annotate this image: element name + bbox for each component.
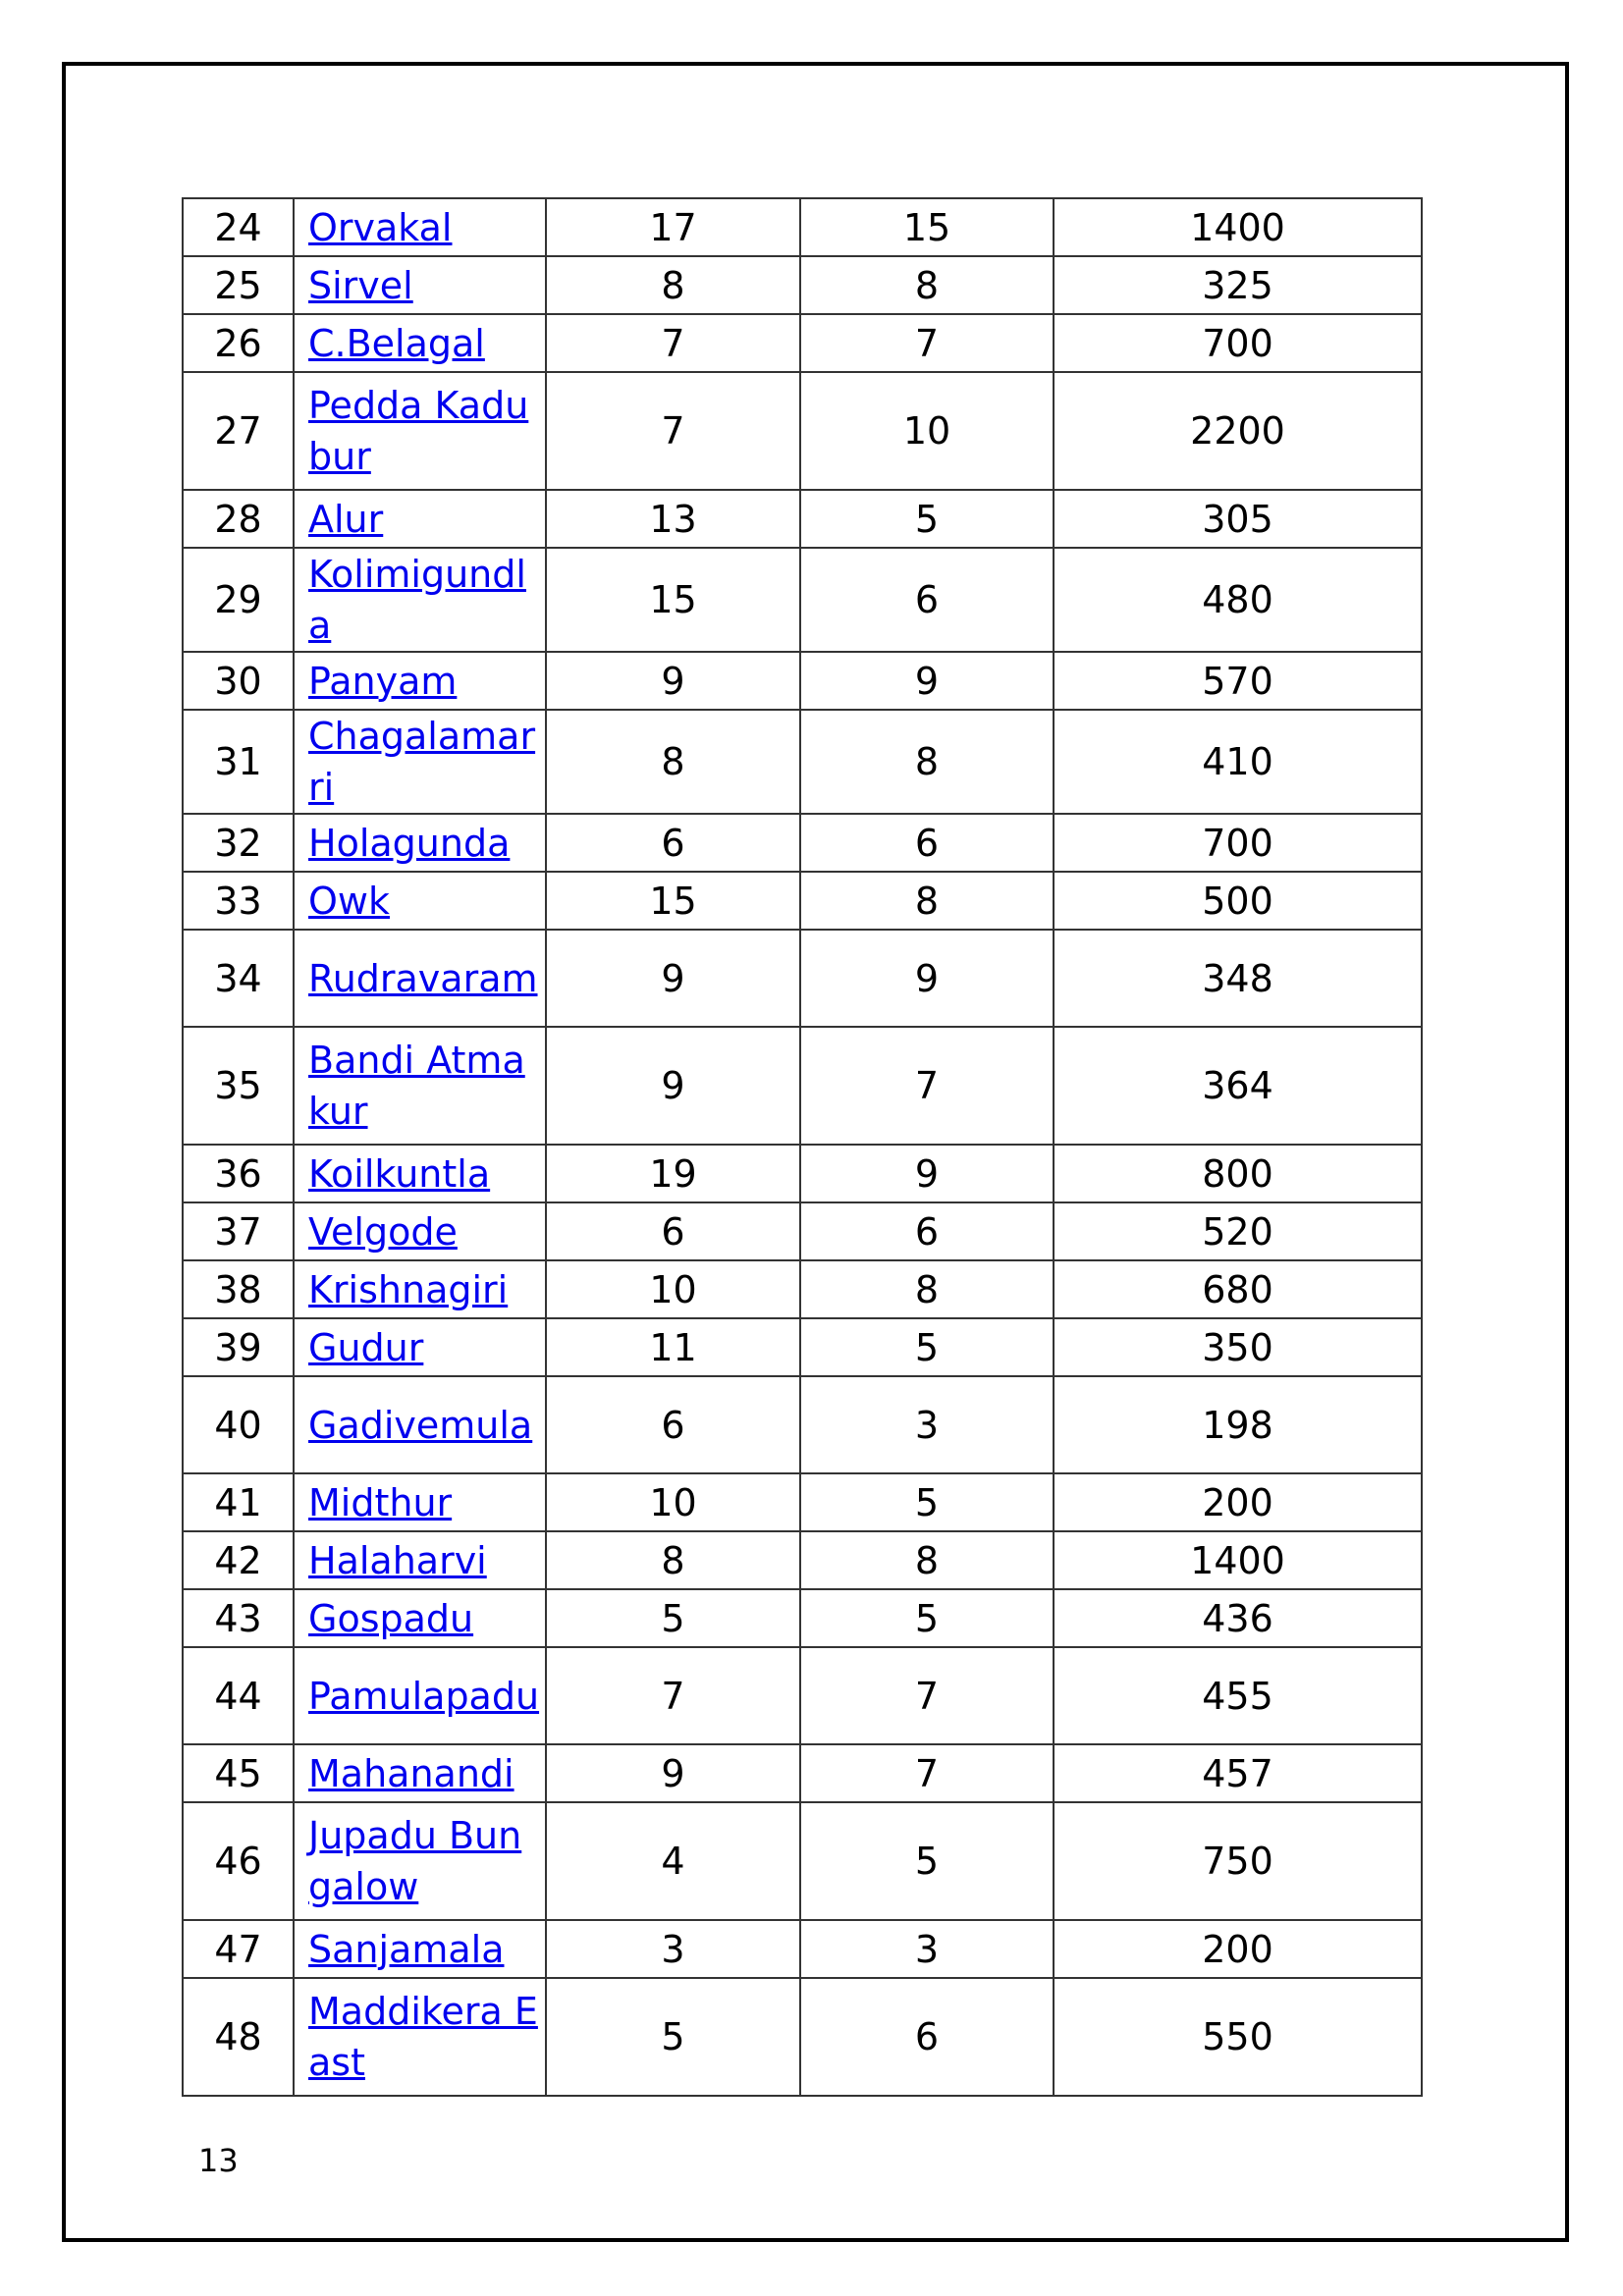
table-row xyxy=(183,1978,1422,2096)
value-cell-c1: 6 xyxy=(546,814,800,872)
table-row xyxy=(183,490,1422,548)
row-number-cell: 31 xyxy=(183,710,294,814)
mandal-name-cell xyxy=(294,1647,546,1744)
mandal-name-cell xyxy=(294,1145,546,1202)
value-cell-c2: 15 xyxy=(800,198,1054,256)
mandal-name-cell xyxy=(294,1473,546,1531)
row-number-cell: 44 xyxy=(183,1647,294,1744)
value-cell-c1: 9 xyxy=(546,1744,800,1802)
mandal-link[interactable]: Midthur xyxy=(308,1480,453,1524)
table-row xyxy=(183,1531,1422,1589)
table-row xyxy=(183,1318,1422,1376)
value-cell-c3: 520 xyxy=(1054,1202,1422,1260)
value-cell-c1: 15 xyxy=(546,548,800,652)
row-number-cell: 35 xyxy=(183,1027,294,1145)
mandal-name-cell xyxy=(294,548,546,652)
mandal-link[interactable]: Gadivemula xyxy=(308,1403,533,1447)
table-row xyxy=(183,198,1422,256)
value-cell-c2: 8 xyxy=(800,1531,1054,1589)
row-number-cell: 47 xyxy=(183,1920,294,1978)
mandal-name-cell xyxy=(294,372,546,490)
value-cell-c3: 700 xyxy=(1054,314,1422,372)
mandal-table xyxy=(182,197,1423,2097)
value-cell-c3: 1400 xyxy=(1054,198,1422,256)
table-row xyxy=(183,1744,1422,1802)
table-row xyxy=(183,1202,1422,1260)
row-number-cell: 34 xyxy=(183,930,294,1027)
table-row xyxy=(183,710,1422,814)
mandal-link[interactable]: Pedda Kadubur xyxy=(308,384,529,478)
value-cell-c1: 8 xyxy=(546,710,800,814)
value-cell-c2: 5 xyxy=(800,1589,1054,1647)
table-row xyxy=(183,548,1422,652)
value-cell-c2: 7 xyxy=(800,314,1054,372)
mandal-name-cell xyxy=(294,1260,546,1318)
value-cell-c1: 8 xyxy=(546,1531,800,1589)
mandal-link[interactable]: Owk xyxy=(308,879,390,923)
value-cell-c2: 6 xyxy=(800,1202,1054,1260)
value-cell-c3: 200 xyxy=(1054,1920,1422,1978)
value-cell-c3: 348 xyxy=(1054,930,1422,1027)
value-cell-c3: 305 xyxy=(1054,490,1422,548)
value-cell-c2: 6 xyxy=(800,1978,1054,2096)
mandal-name-cell xyxy=(294,1376,546,1473)
mandal-name-cell xyxy=(294,652,546,710)
value-cell-c3: 198 xyxy=(1054,1376,1422,1473)
mandal-name-cell xyxy=(294,1589,546,1647)
value-cell-c3: 680 xyxy=(1054,1260,1422,1318)
mandal-name-cell xyxy=(294,314,546,372)
value-cell-c2: 5 xyxy=(800,1318,1054,1376)
value-cell-c3: 570 xyxy=(1054,652,1422,710)
row-number-cell: 26 xyxy=(183,314,294,372)
mandal-link[interactable]: Jupadu Bungalow xyxy=(308,1814,522,1908)
value-cell-c1: 4 xyxy=(546,1802,800,1920)
value-cell-c1: 11 xyxy=(546,1318,800,1376)
mandal-link[interactable]: Krishnagiri xyxy=(308,1267,509,1311)
table-row xyxy=(183,1027,1422,1145)
value-cell-c2: 7 xyxy=(800,1027,1054,1145)
row-number-cell: 29 xyxy=(183,548,294,652)
value-cell-c1: 7 xyxy=(546,1647,800,1744)
mandal-link[interactable]: Chagalamarri xyxy=(308,715,536,809)
table-row xyxy=(183,1802,1422,1920)
table-row xyxy=(183,314,1422,372)
row-number-cell: 24 xyxy=(183,198,294,256)
mandal-name-cell xyxy=(294,1202,546,1260)
value-cell-c2: 5 xyxy=(800,490,1054,548)
value-cell-c1: 13 xyxy=(546,490,800,548)
mandal-link[interactable]: Orvakal xyxy=(308,205,453,249)
table-row xyxy=(183,1589,1422,1647)
row-number-cell: 41 xyxy=(183,1473,294,1531)
mandal-name-cell xyxy=(294,1318,546,1376)
mandal-name-cell xyxy=(294,1027,546,1145)
value-cell-c2: 8 xyxy=(800,256,1054,314)
row-number-cell: 42 xyxy=(183,1531,294,1589)
value-cell-c2: 5 xyxy=(800,1802,1054,1920)
value-cell-c2: 6 xyxy=(800,814,1054,872)
value-cell-c3: 350 xyxy=(1054,1318,1422,1376)
table-row xyxy=(183,652,1422,710)
value-cell-c3: 800 xyxy=(1054,1145,1422,1202)
table-row xyxy=(183,1473,1422,1531)
value-cell-c1: 9 xyxy=(546,652,800,710)
row-number-cell: 32 xyxy=(183,814,294,872)
row-number-cell: 40 xyxy=(183,1376,294,1473)
row-number-cell: 27 xyxy=(183,372,294,490)
table-row xyxy=(183,256,1422,314)
mandal-name-cell xyxy=(294,1744,546,1802)
value-cell-c2: 3 xyxy=(800,1920,1054,1978)
value-cell-c1: 5 xyxy=(546,1589,800,1647)
mandal-link[interactable]: Gospadu xyxy=(308,1596,474,1640)
value-cell-c3: 500 xyxy=(1054,872,1422,930)
table-row xyxy=(183,372,1422,490)
mandal-link[interactable]: Halaharvi xyxy=(308,1538,487,1582)
value-cell-c2: 3 xyxy=(800,1376,1054,1473)
table-row xyxy=(183,930,1422,1027)
mandal-name-cell xyxy=(294,1531,546,1589)
table-row xyxy=(183,1260,1422,1318)
mandal-name-cell xyxy=(294,814,546,872)
value-cell-c3: 480 xyxy=(1054,548,1422,652)
value-cell-c3: 700 xyxy=(1054,814,1422,872)
value-cell-c1: 9 xyxy=(546,930,800,1027)
table-row xyxy=(183,872,1422,930)
table-row xyxy=(183,1376,1422,1473)
value-cell-c1: 19 xyxy=(546,1145,800,1202)
value-cell-c1: 6 xyxy=(546,1202,800,1260)
mandal-name-cell xyxy=(294,256,546,314)
value-cell-c2: 6 xyxy=(800,548,1054,652)
row-number-cell: 25 xyxy=(183,256,294,314)
value-cell-c3: 2200 xyxy=(1054,372,1422,490)
value-cell-c3: 550 xyxy=(1054,1978,1422,2096)
value-cell-c3: 436 xyxy=(1054,1589,1422,1647)
value-cell-c3: 457 xyxy=(1054,1744,1422,1802)
value-cell-c2: 8 xyxy=(800,872,1054,930)
row-number-cell: 46 xyxy=(183,1802,294,1920)
value-cell-c1: 7 xyxy=(546,314,800,372)
value-cell-c2: 10 xyxy=(800,372,1054,490)
mandal-link[interactable]: Panyam xyxy=(308,659,458,703)
value-cell-c1: 7 xyxy=(546,372,800,490)
value-cell-c1: 10 xyxy=(546,1473,800,1531)
mandal-link[interactable]: Kolimigundla xyxy=(308,553,526,647)
value-cell-c3: 325 xyxy=(1054,256,1422,314)
table-body xyxy=(183,198,1422,2096)
mandal-name-cell xyxy=(294,1802,546,1920)
mandal-link[interactable]: Koilkuntla xyxy=(308,1151,491,1196)
page-number: 13 xyxy=(198,2142,239,2179)
row-number-cell: 30 xyxy=(183,652,294,710)
mandal-link[interactable]: Bandi Atmakur xyxy=(308,1039,525,1133)
value-cell-c1: 8 xyxy=(546,256,800,314)
row-number-cell: 38 xyxy=(183,1260,294,1318)
mandal-link[interactable]: Sirvel xyxy=(308,263,413,307)
mandal-link[interactable]: Velgode xyxy=(308,1209,458,1254)
mandal-link[interactable]: Gudur xyxy=(308,1325,424,1369)
value-cell-c1: 6 xyxy=(546,1376,800,1473)
value-cell-c1: 3 xyxy=(546,1920,800,1978)
row-number-cell: 45 xyxy=(183,1744,294,1802)
table-row xyxy=(183,1647,1422,1744)
mandal-name-cell xyxy=(294,930,546,1027)
value-cell-c2: 7 xyxy=(800,1744,1054,1802)
row-number-cell: 28 xyxy=(183,490,294,548)
value-cell-c3: 364 xyxy=(1054,1027,1422,1145)
value-cell-c1: 9 xyxy=(546,1027,800,1145)
value-cell-c1: 5 xyxy=(546,1978,800,2096)
row-number-cell: 36 xyxy=(183,1145,294,1202)
row-number-cell: 33 xyxy=(183,872,294,930)
mandal-name-cell xyxy=(294,1978,546,2096)
value-cell-c1: 17 xyxy=(546,198,800,256)
value-cell-c3: 410 xyxy=(1054,710,1422,814)
value-cell-c2: 5 xyxy=(800,1473,1054,1531)
value-cell-c2: 7 xyxy=(800,1647,1054,1744)
mandal-name-cell xyxy=(294,490,546,548)
value-cell-c3: 200 xyxy=(1054,1473,1422,1531)
mandal-link[interactable]: Alur xyxy=(308,497,384,541)
value-cell-c2: 9 xyxy=(800,652,1054,710)
mandal-link[interactable]: Mahanandi xyxy=(308,1751,514,1795)
value-cell-c2: 9 xyxy=(800,1145,1054,1202)
row-number-cell: 37 xyxy=(183,1202,294,1260)
row-number-cell: 43 xyxy=(183,1589,294,1647)
mandal-name-cell xyxy=(294,710,546,814)
mandal-name-cell xyxy=(294,198,546,256)
mandal-link[interactable]: Holagunda xyxy=(308,821,511,865)
mandal-link[interactable]: C.Belagal xyxy=(308,321,485,365)
mandal-name-cell xyxy=(294,872,546,930)
mandal-link[interactable]: Rudravaram xyxy=(308,956,538,1000)
mandal-link[interactable]: Maddikera East xyxy=(308,1990,538,2084)
value-cell-c1: 10 xyxy=(546,1260,800,1318)
value-cell-c3: 1400 xyxy=(1054,1531,1422,1589)
mandal-link[interactable]: Pamulapadu xyxy=(308,1674,540,1718)
value-cell-c3: 455 xyxy=(1054,1647,1422,1744)
mandal-link[interactable]: Sanjamala xyxy=(308,1927,505,1971)
table-row xyxy=(183,1145,1422,1202)
value-cell-c2: 8 xyxy=(800,710,1054,814)
row-number-cell: 48 xyxy=(183,1978,294,2096)
value-cell-c3: 750 xyxy=(1054,1802,1422,1920)
mandal-name-cell xyxy=(294,1920,546,1978)
value-cell-c2: 9 xyxy=(800,930,1054,1027)
table-row xyxy=(183,1920,1422,1978)
value-cell-c1: 15 xyxy=(546,872,800,930)
row-number-cell: 39 xyxy=(183,1318,294,1376)
table-row xyxy=(183,814,1422,872)
value-cell-c2: 8 xyxy=(800,1260,1054,1318)
